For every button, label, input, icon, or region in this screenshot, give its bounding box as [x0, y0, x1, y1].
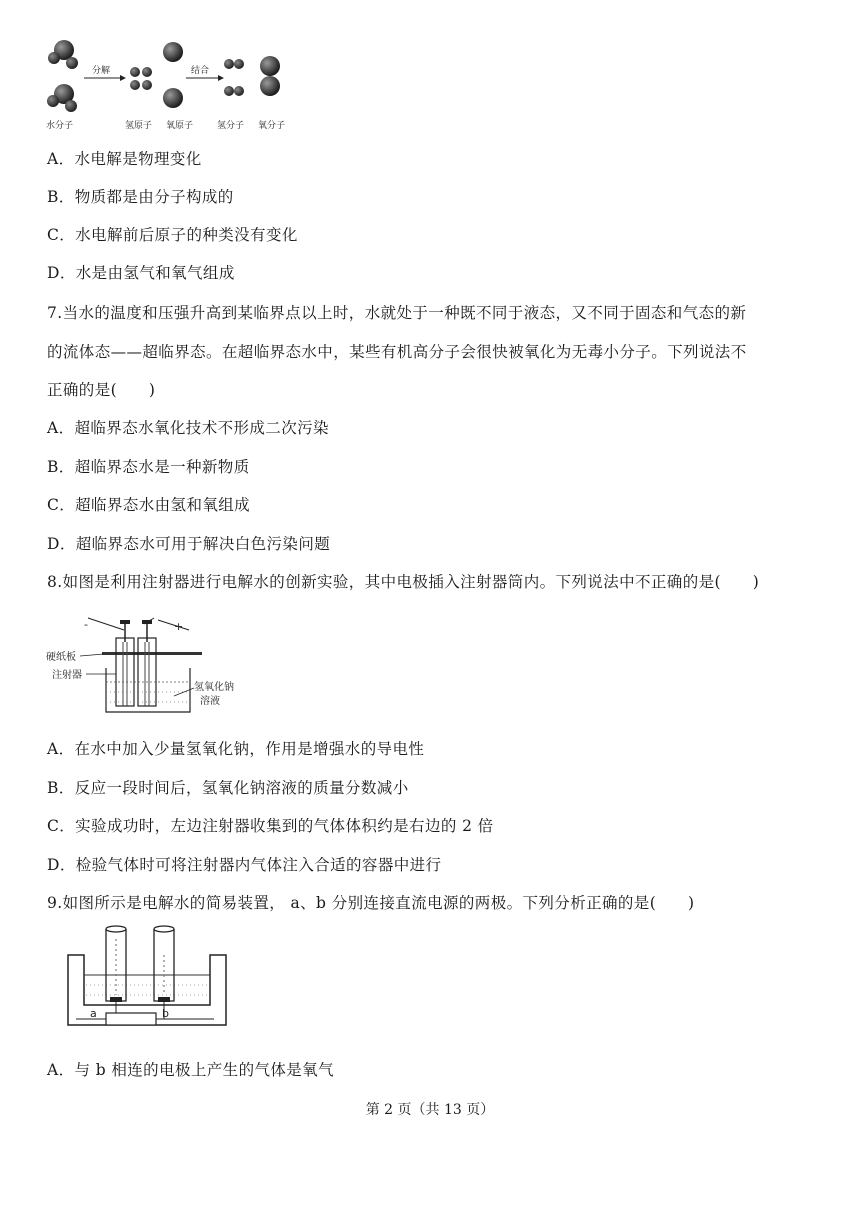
q6-option-b: B．物质都是由分子构成的 [47, 188, 234, 206]
q8-option-c: C．实验成功时，左边注射器收集到的气体体积约是右边的 2 倍 [47, 817, 494, 835]
q9-stem: 9.如图所示是电解水的简易装置， a、b 分别连接直流电源的两极。下列分析正确的是( ) [47, 894, 695, 912]
test-tube-icon [106, 926, 126, 1002]
q8-option-d: D．检验气体时可将注射器内气体注入合适的容器中进行 [47, 856, 442, 874]
q8-option-b: B．反应一段时间后，氢氧化钠溶液的质量分数减小 [47, 779, 409, 797]
hydrogen-molecule-icon [224, 59, 244, 96]
oxygen-atom-icon [163, 42, 183, 108]
q6-option-d: D．水是由氢气和氧气组成 [47, 264, 235, 282]
water-molecule-icon [47, 40, 78, 112]
label-cardboard: 硬纸板 [46, 652, 76, 663]
syringe-electrolysis-figure [44, 612, 254, 722]
power-supply-icon [106, 1013, 156, 1025]
q6-option-a: A．水电解是物理变化 [47, 150, 202, 168]
q7-option-a: A．超临界态水氧化技术不形成二次污染 [47, 419, 329, 437]
label-hydrogen-molecule: 氢分子 [217, 121, 245, 131]
label-oxygen-molecule: 氧分子 [258, 121, 286, 131]
syringe-icon [138, 620, 156, 706]
q7-option-d: D．超临界态水可用于解决白色污染问题 [47, 535, 331, 553]
q7-stem-line-3: 正确的是( ) [47, 381, 156, 399]
test-tube-icon [154, 926, 174, 1002]
arrow-label-decompose: 分解 [92, 66, 111, 76]
q7-option-c: C．超临界态水由氢和氧组成 [47, 496, 251, 514]
hydrogen-atom-icon [130, 67, 152, 90]
molecule-figure [40, 36, 300, 132]
q7-option-b: B．超临界态水是一种新物质 [47, 458, 250, 476]
q8-stem: 8.如图是利用注射器进行电解水的创新实验，其中电极插入注射器筒内。下列说法中不正确的是( ) [47, 573, 760, 591]
label-solution: 溶液 [200, 696, 220, 707]
arrow-label-combine: 结合 [191, 66, 210, 76]
label-oxygen-atom: 氧原子 [166, 121, 194, 131]
page-footer: 第 2 页（共 13 页） [365, 1102, 495, 1118]
label-hydrogen-atom: 氢原子 [125, 121, 153, 131]
oxygen-molecule-icon [260, 56, 280, 96]
q9-option-a: A．与 b 相连的电极上产生的气体是氧气 [47, 1061, 334, 1079]
label-b: b [162, 1007, 169, 1020]
plus-terminal: + [174, 620, 184, 633]
syringe-icon [116, 620, 134, 706]
label-water-molecule: 水分子 [46, 121, 74, 131]
minus-terminal: - [84, 618, 88, 631]
q7-stem-line-2: 的流体态——超临界态。在超临界态水中，某些有机高分子会很快被氧化为无毒小分子。下列说法不 [47, 343, 747, 361]
electrolysis-apparatus-figure [64, 925, 230, 1037]
q6-option-c: C．水电解前后原子的种类没有变化 [47, 226, 298, 244]
label-a: a [90, 1007, 97, 1020]
label-naoh: 氢氧化钠 [194, 682, 234, 693]
label-syringe: 注射器 [52, 670, 82, 681]
q7-stem-line-1: 7.当水的温度和压强升高到某临界点以上时，水就处于一种既不同于液态，又不同于固态和气态的新 [47, 304, 747, 322]
q8-option-a: A．在水中加入少量氢氧化钠，作用是增强水的导电性 [47, 740, 425, 758]
